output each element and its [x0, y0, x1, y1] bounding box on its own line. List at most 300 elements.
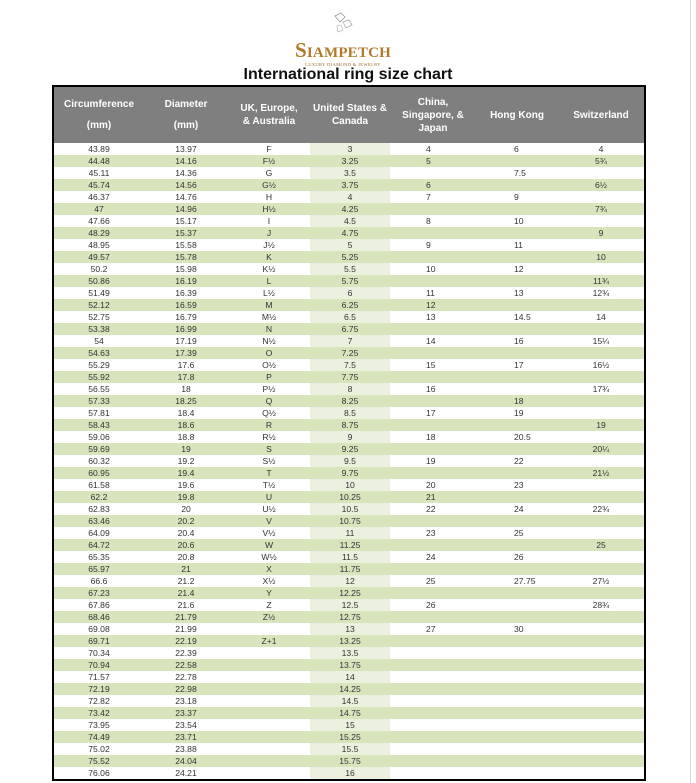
cell-diameter: 14.96 [144, 203, 228, 215]
table-row [54, 419, 644, 431]
cell-circumference: 52.12 [54, 299, 144, 311]
cell-uk: N½ [228, 335, 310, 347]
cell-uk [228, 647, 310, 659]
cell-hong-kong [476, 755, 558, 767]
cell-us: 15.75 [310, 755, 390, 767]
cell-switzerland: 6½ [558, 179, 644, 191]
cell-us: 10.75 [310, 515, 390, 527]
cell-hong-kong [476, 275, 558, 287]
table-row [54, 719, 644, 731]
cell-switzerland [558, 635, 644, 647]
cell-us: 8 [310, 383, 390, 395]
cell-china: 12 [390, 299, 476, 311]
cell-diameter: 20 [144, 503, 228, 515]
cell-uk: J½ [228, 239, 310, 251]
cell-us: 9.25 [310, 443, 390, 455]
column-header-china [390, 87, 476, 143]
cell-uk: O [228, 347, 310, 359]
table-row [54, 575, 644, 587]
cell-diameter: 19.4 [144, 467, 228, 479]
cell-hong-kong [476, 587, 558, 599]
ring-size-table-container [52, 85, 646, 781]
cell-diameter: 16.59 [144, 299, 228, 311]
table-row [54, 335, 644, 347]
cell-us: 5 [310, 239, 390, 251]
header-line: (mm) [173, 120, 199, 131]
cell-hong-kong [476, 659, 558, 671]
cell-circumference: 60.95 [54, 467, 144, 479]
cell-diameter: 19.6 [144, 479, 228, 491]
brand-initial: S [295, 38, 307, 62]
cell-uk [228, 695, 310, 707]
cell-diameter: 15.78 [144, 251, 228, 263]
cell-hong-kong [476, 383, 558, 395]
table-row [54, 395, 644, 407]
table-row [54, 599, 644, 611]
cell-circumference: 76.06 [54, 767, 144, 779]
cell-switzerland: 5¾ [558, 155, 644, 167]
cell-circumference: 48.95 [54, 239, 144, 251]
cell-china [390, 563, 476, 575]
cell-diameter: 21.99 [144, 623, 228, 635]
cell-circumference: 51.49 [54, 287, 144, 299]
cell-hong-kong [476, 635, 558, 647]
table-row [54, 731, 644, 743]
table-header-row [54, 87, 644, 143]
cell-diameter: 14.56 [144, 179, 228, 191]
cell-switzerland: 19 [558, 419, 644, 431]
cell-us: 14.5 [310, 695, 390, 707]
cell-switzerland [558, 191, 644, 203]
cell-circumference: 59.06 [54, 431, 144, 443]
cell-china: 7 [390, 191, 476, 203]
cell-switzerland: 9 [558, 227, 644, 239]
cell-diameter: 22.19 [144, 635, 228, 647]
cell-uk: F½ [228, 155, 310, 167]
cell-uk: Z [228, 599, 310, 611]
cell-switzerland [558, 743, 644, 755]
cell-diameter: 16.99 [144, 323, 228, 335]
page-title: International ring size chart [243, 66, 453, 83]
cell-china [390, 227, 476, 239]
cell-switzerland [558, 587, 644, 599]
table-row [54, 191, 644, 203]
cell-switzerland [558, 611, 644, 623]
cell-switzerland [558, 215, 644, 227]
cell-switzerland [558, 395, 644, 407]
cell-diameter: 23.54 [144, 719, 228, 731]
cell-hong-kong [476, 743, 558, 755]
cell-china [390, 371, 476, 383]
cell-us: 7 [310, 335, 390, 347]
column-header-switzerland [558, 87, 644, 143]
cell-uk: Y [228, 587, 310, 599]
cell-china [390, 743, 476, 755]
cell-us: 4.75 [310, 227, 390, 239]
cell-diameter: 16.79 [144, 311, 228, 323]
cell-circumference: 65.97 [54, 563, 144, 575]
cell-switzerland: 27½ [558, 575, 644, 587]
cell-china [390, 719, 476, 731]
header-line: Diameter [164, 99, 208, 110]
cell-uk: U½ [228, 503, 310, 515]
cell-hong-kong: 16 [476, 335, 558, 347]
cell-switzerland [558, 455, 644, 467]
cell-diameter: 20.2 [144, 515, 228, 527]
cell-us: 15.25 [310, 731, 390, 743]
cell-us: 11 [310, 527, 390, 539]
cell-circumference: 73.42 [54, 707, 144, 719]
cell-us: 6.25 [310, 299, 390, 311]
cell-uk: S½ [228, 455, 310, 467]
cell-hong-kong: 17 [476, 359, 558, 371]
cell-china: 17 [390, 407, 476, 419]
ring-size-table [54, 87, 644, 779]
cell-us: 5.5 [310, 263, 390, 275]
cell-china [390, 611, 476, 623]
table-row [54, 263, 644, 275]
cell-china: 25 [390, 575, 476, 587]
header-line: (mm) [86, 120, 112, 131]
table-row [54, 323, 644, 335]
cell-uk: T½ [228, 479, 310, 491]
cell-hong-kong [476, 767, 558, 779]
cell-circumference: 73.95 [54, 719, 144, 731]
cell-circumference: 68.46 [54, 611, 144, 623]
header-line: Hong Kong [490, 109, 544, 121]
cell-uk: H [228, 191, 310, 203]
cell-diameter: 19.2 [144, 455, 228, 467]
header-line: United States & [313, 103, 387, 114]
cell-hong-kong [476, 647, 558, 659]
cell-china: 15 [390, 359, 476, 371]
cell-hong-kong: 25 [476, 527, 558, 539]
cell-switzerland [558, 659, 644, 671]
cell-us: 8.25 [310, 395, 390, 407]
table-row [54, 539, 644, 551]
column-header-circumference [54, 87, 144, 143]
cell-hong-kong [476, 443, 558, 455]
header-line: & Australia [242, 116, 296, 127]
cell-china [390, 767, 476, 779]
cell-circumference: 46.37 [54, 191, 144, 203]
table-row [54, 347, 644, 359]
cell-switzerland: 15¼ [558, 335, 644, 347]
table-row [54, 251, 644, 263]
cell-us: 9.5 [310, 455, 390, 467]
table-row [54, 563, 644, 575]
header-line: Singapore, & [402, 109, 464, 121]
cell-circumference: 75.52 [54, 755, 144, 767]
cell-china: 26 [390, 599, 476, 611]
cell-us: 12.75 [310, 611, 390, 623]
cell-circumference: 47 [54, 203, 144, 215]
cell-hong-kong [476, 599, 558, 611]
cell-switzerland [558, 167, 644, 179]
cell-china [390, 515, 476, 527]
cell-diameter: 23.18 [144, 695, 228, 707]
column-header-uk [228, 87, 310, 143]
cell-diameter: 23.88 [144, 743, 228, 755]
cell-us: 4.25 [310, 203, 390, 215]
cell-circumference: 59.69 [54, 443, 144, 455]
table-row [54, 167, 644, 179]
cell-china [390, 167, 476, 179]
cell-hong-kong [476, 371, 558, 383]
header-line: Canada [331, 116, 369, 127]
cell-china: 11 [390, 287, 476, 299]
cell-diameter: 21.79 [144, 611, 228, 623]
table-row [54, 671, 644, 683]
column-header-diameter [144, 87, 228, 143]
cell-switzerland: 4 [558, 143, 644, 155]
cell-diameter: 17.6 [144, 359, 228, 371]
cell-uk: N [228, 323, 310, 335]
cell-circumference: 54 [54, 335, 144, 347]
cell-switzerland: 22¾ [558, 503, 644, 515]
cell-china [390, 323, 476, 335]
cell-circumference: 56.55 [54, 383, 144, 395]
cell-us: 5.25 [310, 251, 390, 263]
cell-china: 6 [390, 179, 476, 191]
table-row [54, 755, 644, 767]
cell-us: 3.5 [310, 167, 390, 179]
cell-china: 10 [390, 263, 476, 275]
cell-uk [228, 707, 310, 719]
cell-uk [228, 623, 310, 635]
cell-uk: R½ [228, 431, 310, 443]
table-row [54, 155, 644, 167]
header-line: Circumference [63, 99, 135, 110]
cell-uk [228, 683, 310, 695]
column-header-us [310, 87, 390, 143]
cell-circumference: 50.86 [54, 275, 144, 287]
cell-hong-kong: 12 [476, 263, 558, 275]
cell-circumference: 57.33 [54, 395, 144, 407]
cell-china: 16 [390, 383, 476, 395]
cell-circumference: 43.89 [54, 143, 144, 155]
table-row [54, 239, 644, 251]
table-body [54, 143, 644, 779]
cell-switzerland [558, 407, 644, 419]
cell-circumference: 63.46 [54, 515, 144, 527]
cell-china [390, 443, 476, 455]
cell-switzerland: 11¾ [558, 275, 644, 287]
cell-uk: L½ [228, 287, 310, 299]
cell-diameter: 18.6 [144, 419, 228, 431]
cell-china [390, 695, 476, 707]
cell-diameter: 13.97 [144, 143, 228, 155]
cell-us: 10 [310, 479, 390, 491]
cell-switzerland [558, 347, 644, 359]
cell-circumference: 53.38 [54, 323, 144, 335]
table-row [54, 647, 644, 659]
cell-circumference: 72.82 [54, 695, 144, 707]
cell-switzerland [558, 491, 644, 503]
cell-diameter: 16.39 [144, 287, 228, 299]
cell-hong-kong [476, 515, 558, 527]
cell-hong-kong: 6 [476, 143, 558, 155]
cell-us: 14.25 [310, 683, 390, 695]
header-line: Japan [418, 122, 448, 134]
cell-circumference: 55.29 [54, 359, 144, 371]
table-row [54, 287, 644, 299]
cell-hong-kong: 11 [476, 239, 558, 251]
cell-circumference: 55.92 [54, 371, 144, 383]
cell-us: 12.5 [310, 599, 390, 611]
cell-uk: Q½ [228, 407, 310, 419]
cell-us: 10.25 [310, 491, 390, 503]
table-row [54, 443, 644, 455]
column-header-hong-kong [476, 87, 558, 143]
cell-switzerland [558, 755, 644, 767]
cell-us: 6 [310, 287, 390, 299]
cell-china [390, 467, 476, 479]
cell-us: 13.75 [310, 659, 390, 671]
brand-tagline: LUXURY DIAMOND & JEWELRY [305, 62, 381, 67]
table-row [54, 227, 644, 239]
table-row [54, 407, 644, 419]
cell-switzerland [558, 695, 644, 707]
cell-hong-kong: 19 [476, 407, 558, 419]
cell-hong-kong [476, 179, 558, 191]
table-row [54, 623, 644, 635]
cell-uk [228, 659, 310, 671]
cell-circumference: 70.34 [54, 647, 144, 659]
cell-hong-kong: 9 [476, 191, 558, 203]
cell-us: 7.25 [310, 347, 390, 359]
cell-hong-kong [476, 419, 558, 431]
cell-us: 8.75 [310, 419, 390, 431]
cell-china [390, 251, 476, 263]
cell-us: 3.75 [310, 179, 390, 191]
cell-circumference: 48.29 [54, 227, 144, 239]
table-row [54, 431, 644, 443]
cell-diameter: 19.8 [144, 491, 228, 503]
cell-switzerland [558, 479, 644, 491]
cell-circumference: 47.66 [54, 215, 144, 227]
cell-us: 13.25 [310, 635, 390, 647]
cell-china: 13 [390, 311, 476, 323]
cell-switzerland [558, 515, 644, 527]
cell-diameter: 17.19 [144, 335, 228, 347]
cell-circumference: 44.48 [54, 155, 144, 167]
cell-hong-kong [476, 671, 558, 683]
cell-hong-kong [476, 731, 558, 743]
cell-circumference: 64.09 [54, 527, 144, 539]
table-row [54, 707, 644, 719]
cell-hong-kong: 7.5 [476, 167, 558, 179]
cell-us: 6.5 [310, 311, 390, 323]
table-row [54, 551, 644, 563]
cell-diameter: 21.2 [144, 575, 228, 587]
cell-china [390, 683, 476, 695]
cell-china [390, 347, 476, 359]
cell-switzerland [558, 707, 644, 719]
cell-switzerland: 21½ [558, 467, 644, 479]
cell-hong-kong [476, 299, 558, 311]
cell-china: 27 [390, 623, 476, 635]
cell-china [390, 275, 476, 287]
siampetch-logo [293, 12, 403, 67]
cell-uk: P½ [228, 383, 310, 395]
cell-uk [228, 767, 310, 779]
brand-rest: IAMPETCH [306, 45, 391, 61]
cell-us: 9 [310, 431, 390, 443]
cell-circumference: 45.74 [54, 179, 144, 191]
table-row [54, 467, 644, 479]
cell-uk [228, 743, 310, 755]
cell-uk: K½ [228, 263, 310, 275]
cell-us: 7.5 [310, 359, 390, 371]
cell-us: 11.5 [310, 551, 390, 563]
cell-us: 12.25 [310, 587, 390, 599]
cell-china: 4 [390, 143, 476, 155]
cell-diameter: 17.8 [144, 371, 228, 383]
cell-diameter: 22.98 [144, 683, 228, 695]
cell-uk: M½ [228, 311, 310, 323]
cell-china: 5 [390, 155, 476, 167]
table-row [54, 215, 644, 227]
cell-us: 14 [310, 671, 390, 683]
cell-us: 13.5 [310, 647, 390, 659]
cell-diameter: 24.21 [144, 767, 228, 779]
cell-circumference: 50.2 [54, 263, 144, 275]
cell-switzerland: 12¾ [558, 287, 644, 299]
cell-switzerland [558, 623, 644, 635]
cell-hong-kong: 20.5 [476, 431, 558, 443]
cell-diameter: 21 [144, 563, 228, 575]
cell-hong-kong: 10 [476, 215, 558, 227]
cell-diameter: 18.8 [144, 431, 228, 443]
cell-uk: Q [228, 395, 310, 407]
cell-diameter: 18.4 [144, 407, 228, 419]
table-row [54, 383, 644, 395]
cell-switzerland: 16½ [558, 359, 644, 371]
cell-hong-kong: 24 [476, 503, 558, 515]
cell-china: 24 [390, 551, 476, 563]
cell-uk: F [228, 143, 310, 155]
cell-switzerland: 7¾ [558, 203, 644, 215]
table-row [54, 143, 644, 155]
cell-hong-kong [476, 491, 558, 503]
cell-diameter: 21.4 [144, 587, 228, 599]
cell-hong-kong: 18 [476, 395, 558, 407]
cell-switzerland: 28¾ [558, 599, 644, 611]
cell-us: 5.75 [310, 275, 390, 287]
brand-name [293, 38, 393, 63]
cell-china: 22 [390, 503, 476, 515]
cell-china [390, 659, 476, 671]
cell-china: 8 [390, 215, 476, 227]
cell-hong-kong [476, 539, 558, 551]
cell-hong-kong: 22 [476, 455, 558, 467]
cell-hong-kong [476, 695, 558, 707]
cell-uk: P [228, 371, 310, 383]
cell-hong-kong: 14.5 [476, 311, 558, 323]
cell-us: 13 [310, 623, 390, 635]
cell-circumference: 45.11 [54, 167, 144, 179]
cell-diameter: 22.58 [144, 659, 228, 671]
cell-uk [228, 755, 310, 767]
cell-uk: X½ [228, 575, 310, 587]
cell-hong-kong [476, 347, 558, 359]
cell-diameter: 22.78 [144, 671, 228, 683]
cell-uk [228, 671, 310, 683]
cell-switzerland: 14 [558, 311, 644, 323]
cell-switzerland: 10 [558, 251, 644, 263]
cell-uk: T [228, 467, 310, 479]
